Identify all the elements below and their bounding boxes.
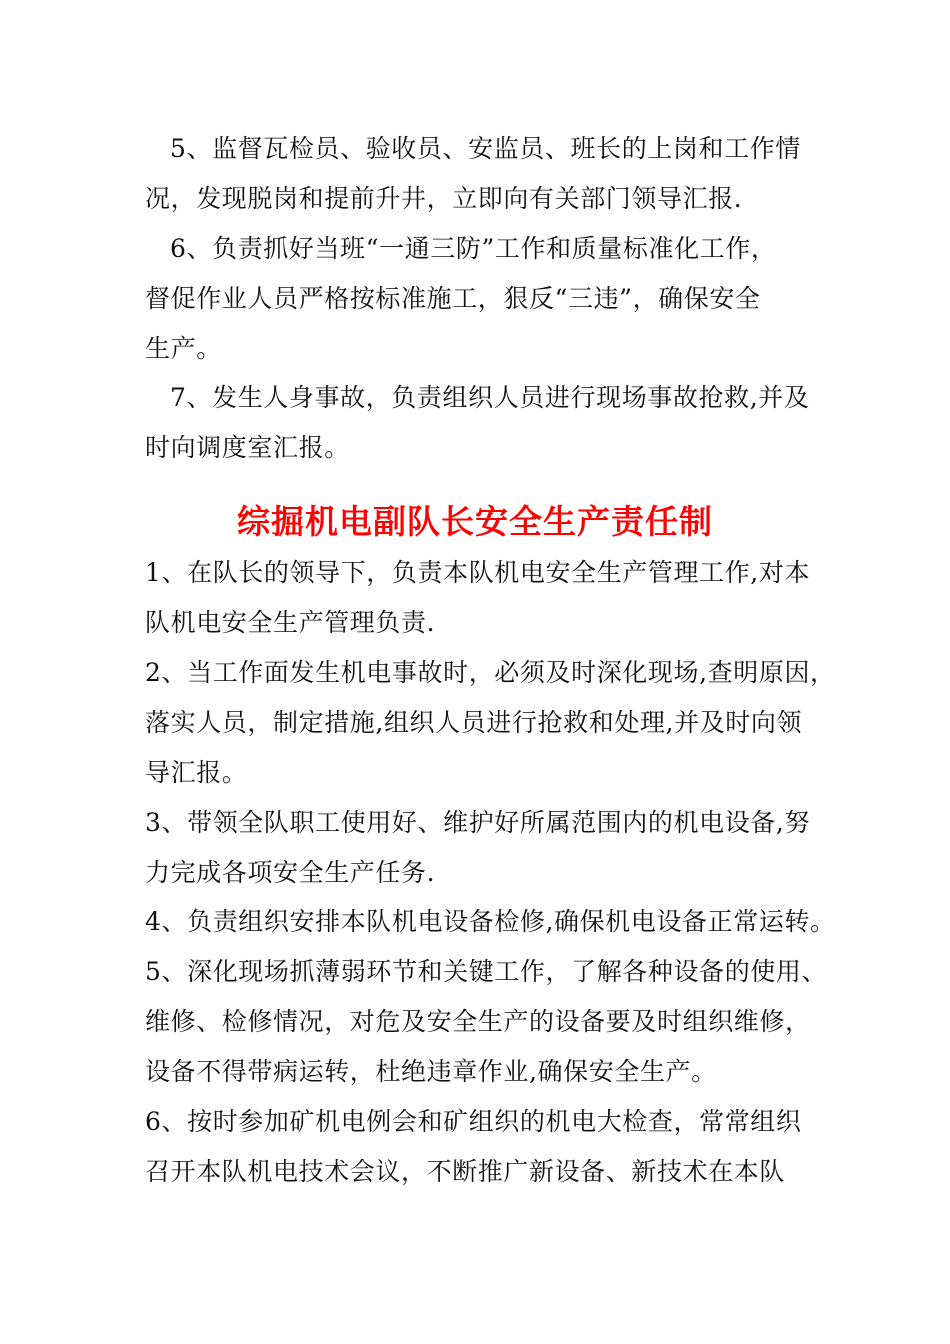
paragraph-line: 召开本队机电技术会议，不断推广新设备、新技术在本队: [145, 1157, 786, 1186]
paragraph-line: 2、当工作面发生机电事故时，必须及时深化现场,查明原因，: [145, 658, 836, 687]
paragraph-line: 6、按时参加矿机电例会和矿组织的机电大检查，常常组织: [145, 1107, 802, 1136]
paragraph-line: 督促作业人员严格按标准施工，狠反“三违”，确保安全: [145, 284, 761, 313]
paragraph-line: 导汇报。: [145, 758, 248, 787]
paragraph-line: 1、在队长的领导下，负责本队机电安全生产管理工作,对本: [145, 558, 811, 587]
paragraph-line: 力完成各项安全生产任务.: [145, 858, 436, 887]
paragraph-line: 7、发生人身事故，负责组织人员进行现场事故抢救,并及: [170, 383, 810, 412]
paragraph-line: 维修、检修情况，对危及安全生产的设备要及时组织维修，: [145, 1007, 811, 1036]
paragraph-line: 3、带领全队职工使用好、维护好所属范围内的机电设备,努: [145, 808, 811, 837]
paragraph-line: 落实人员，制定措施,组织人员进行抢救和处理,并及时向领: [145, 708, 803, 737]
paragraph-line: 生产。: [145, 334, 222, 363]
section-title: 综掘机电副队长安全生产责任制: [237, 502, 713, 541]
paragraph-line: 队机电安全生产管理负责.: [145, 608, 436, 637]
paragraph-line: 况，发现脱岗和提前升井，立即向有关部门领导汇报.: [145, 184, 743, 213]
paragraph-line: 5、深化现场抓薄弱环节和关键工作，了解各种设备的使用、: [145, 957, 828, 986]
paragraph-line: 6、负责抓好当班“一通三防”工作和质量标准化工作，: [170, 234, 777, 263]
paragraph-line: 5、监督瓦检员、验收员、安监员、班长的上岗和工作情: [170, 134, 801, 163]
paragraph-line: 设备不得带病运转，杜绝违章作业,确保安全生产。: [145, 1057, 717, 1086]
paragraph-line: 4、负责组织安排本队机电设备检修,确保机电设备正常运转。: [145, 907, 836, 936]
paragraph-line: 时向调度室汇报。: [145, 433, 350, 462]
